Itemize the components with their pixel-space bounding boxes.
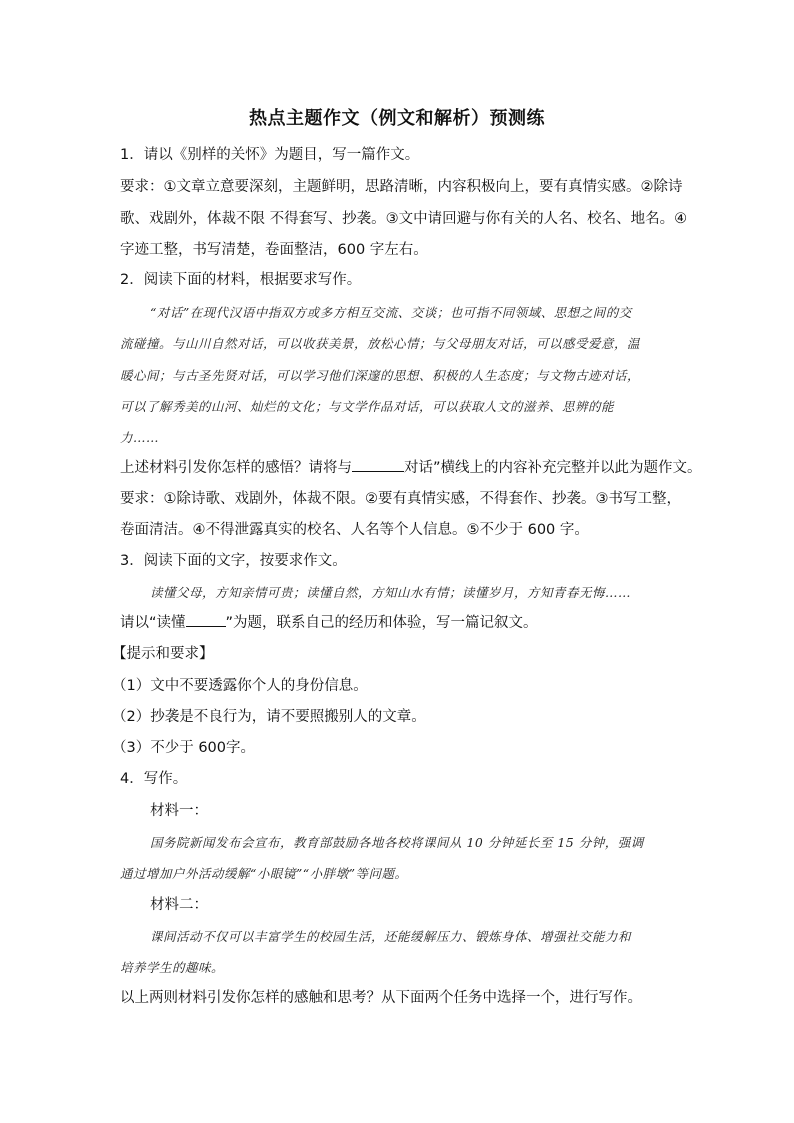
- q3-hint-3: （3）不少于 600字。: [112, 740, 256, 756]
- q3-material: 读懂父母，方知亲情可贵；读懂自然，方知山水有情；读懂岁月，方知青春无悔……: [150, 585, 632, 600]
- q4-material-1-line-1: 国务院新闻发布会宣布，教育部鼓励各地各校将课间从 10 分钟延长至 15 分钟，强调: [150, 835, 644, 850]
- q4-prompt: 4．写作。: [120, 771, 188, 787]
- q1-req-line-2: 歌、戏剧外，体裁不限 不得套写、抄袭。③文中请回避与你有关的人名、校名、地名。④: [120, 211, 688, 227]
- q1-req-line-1: 要求：①文章立意要深刻，主题鲜明，思路清晰，内容积极向上，要有真情实感。②除诗: [120, 179, 683, 195]
- q2-prompt: 2．阅读下面的材料，根据要求写作。: [120, 272, 362, 288]
- q1-prompt: 1．请以《别样的关怀》为题目，写一篇作文。: [120, 147, 420, 163]
- fill-in-blank: [352, 457, 404, 472]
- q3-hint-2: （2）抄袭是不良行为，请不要照搬别人的文章。: [112, 709, 426, 725]
- q2-material-line-4: 可以了解秀美的山河、灿烂的文化；与文学作品对话，可以获取人文的滋养、思辨的能: [120, 399, 615, 414]
- page-title: 热点主题作文（例文和解析）预测练: [249, 108, 545, 129]
- q4-material-1-line-2: 通过增加户外活动缓解“小眼镜”“小胖墩”等问题。: [120, 866, 408, 881]
- q2-instruction: [120, 457, 702, 478]
- q3-hint-1: （1）文中不要透露你个人的身份信息。: [112, 678, 368, 694]
- q4-material-2-line-2: 培养学生的趣味。: [120, 960, 225, 975]
- q3-instruction-part-1: 请以“读懂: [120, 615, 186, 631]
- q3-instruction: [120, 612, 538, 633]
- q2-material-line-3: 暖心间；与古圣先贤对话，可以学习他们深邃的思想、积极的人生态度；与文物古迹对话，: [120, 368, 641, 383]
- q2-material-line-2: 流碰撞。与山川自然对话，可以收获美景，放松心情；与父母朋友对话，可以感受爱意，温: [120, 336, 641, 351]
- q3-prompt: 3．阅读下面的文字，按要求作文。: [120, 553, 347, 569]
- q3-hints-heading: 【提示和要求】: [112, 646, 214, 662]
- q2-material-line-1: “对话”在现代汉语中指双方或多方相互交流、交谈；也可指不同领域、思想之间的交: [150, 305, 632, 320]
- q2-instruction-part-2: 对话”横线上的内容补充完整并以此为题作文。: [404, 460, 702, 476]
- q1-req-line-3: 字迹工整，书写清楚，卷面整洁，600 字左右。: [120, 242, 428, 258]
- q2-req-line-1: 要求：①除诗歌、戏剧外，体裁不限。②要有真情实感，不得套作、抄袭。③书写工整，: [120, 491, 681, 507]
- q2-material-line-5: 力……: [120, 430, 160, 445]
- q2-req-line-2: 卷面清洁。④不得泄露真实的校名、人名等个人信息。⑤不少于 600 字。: [120, 522, 589, 538]
- q3-instruction-part-2: ”为题，联系自己的经历和体验，写一篇记叙文。: [225, 615, 538, 631]
- q4-material-2-label: 材料二：: [150, 897, 208, 913]
- q4-material-1-label: 材料一：: [150, 803, 208, 819]
- q4-material-2-line-1: 课间活动不仅可以丰富学生的校园生活，还能缓解压力、锻炼身体、增强社交能力和: [150, 929, 632, 944]
- q4-instruction: 以上两则材料引发你怎样的感触和思考？从下面两个任务中选择一个，进行写作。: [120, 990, 642, 1006]
- q2-instruction-part-1: 上述材料引发你怎样的感悟？请将与: [120, 460, 352, 476]
- fill-in-blank: [186, 612, 226, 627]
